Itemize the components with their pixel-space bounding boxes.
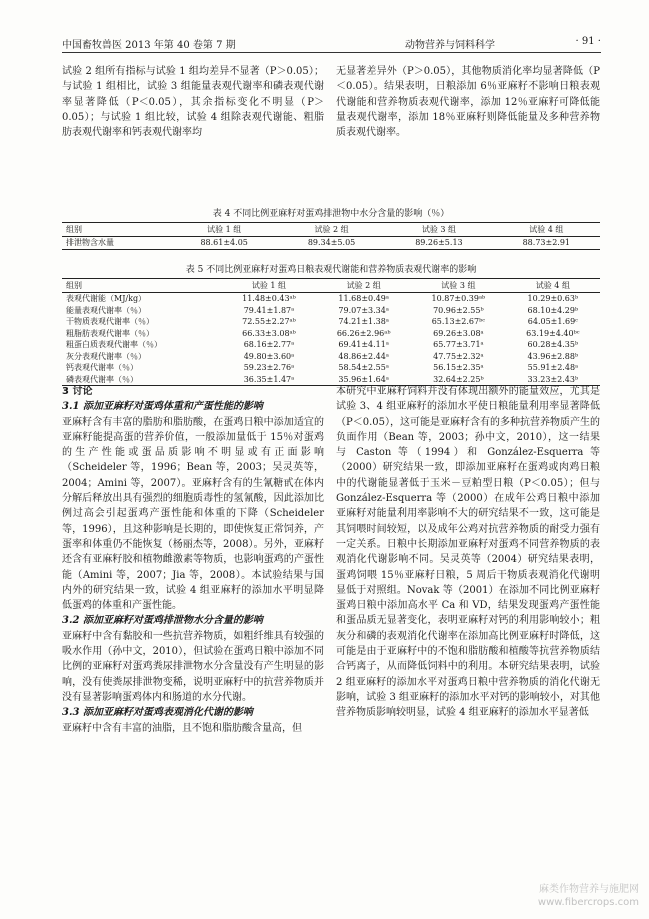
row-label: 干物质表观代谢率（％）: [66, 317, 154, 327]
cell-value: 68.10±4.29ᵇ: [527, 305, 579, 315]
column-header: 试验 4 组: [506, 279, 600, 293]
cell-value: 10.29±0.63ᵇ: [527, 294, 579, 304]
table5-caption: 表 5 不同比例亚麻籽对蛋鸡日粮表观代谢能和营养物质表观代谢率的影响: [185, 265, 477, 275]
cell-value: 65.13±2.67ᵇᶜ: [431, 317, 486, 327]
cell-value: 88.73±2.91: [493, 237, 600, 250]
watermark: [538, 883, 639, 909]
intro-left-text: 试验 2 组所有指标与试验 1 组均差异不显著（P＞0.05）；与试验 1 组相比，试验 3 组能量表观代谢率和磷表观代谢率显著降低（P＜0.05），其余指标变化不明显（P＞0.05）；与试验 1 组比较，试验 4 组除表观代谢能、粗脂肪表观代谢率和钙表观代谢率均: [62, 66, 324, 139]
row-label: 灰分表观代谢率（％）: [66, 351, 146, 361]
column-header: 试验 1 组: [170, 223, 277, 237]
column-header: 组别: [62, 279, 222, 293]
table4-caption: 表 4 不同比例亚麻籽对蛋鸡排泄物中水分含量的影响（％）: [212, 209, 450, 219]
row-label: 磷表观代谢率（％）: [62, 374, 222, 386]
cell-value: 10.87±0.39ᵃᵇ: [431, 294, 486, 304]
cell-value: 68.16±2.77ᵃ: [243, 340, 295, 350]
cell-value: 66.26±2.96ᵃᵇ: [336, 328, 391, 338]
table-row: [62, 316, 600, 328]
cell-value: 35.96±1.64ᵃ: [316, 374, 411, 386]
column-header: 试验 4 组: [493, 223, 600, 237]
cell-value: 36.35±1.47ᵃ: [222, 374, 317, 386]
column-header: 试验 2 组: [316, 279, 411, 293]
table-row: [62, 305, 600, 317]
journal-header: 中国畜牧兽医 2013 年第 40 卷第 7 期: [62, 40, 236, 51]
table5: [62, 278, 600, 386]
column-header: 组别: [62, 223, 170, 237]
cell-value: 43.96±2.88ᵇ: [527, 351, 579, 361]
table4-header-row: [62, 223, 600, 237]
cell-value: 69.26±3.08ᵃ: [433, 328, 484, 338]
cell-value: 74.21±1.38ᵃ: [338, 317, 389, 327]
cell-value: 47.75±2.32ᵃ: [433, 351, 484, 361]
subsection-heading: 3.3 添加亚麻籽对蛋鸡表观消化代谢的影响: [62, 707, 253, 719]
row-label: 钙表观代谢率（％）: [66, 363, 138, 373]
subsection-heading: 3.2 添加亚麻籽对蛋鸡排泄物水分含量的影响: [62, 615, 263, 627]
row-label: 表观代谢能（MJ/kg）: [66, 294, 147, 304]
cell-value: 56.15±2.35ᵃ: [433, 363, 484, 373]
row-label: 粗蛋白质表观代谢率（％）: [66, 340, 162, 350]
cell-value: 65.77±3.71ᵃ: [433, 340, 484, 350]
row-label: 能量表观代谢率（％）: [66, 305, 146, 315]
cell-value: 63.19±4.40ᵇᶜ: [526, 328, 580, 338]
paragraph: 亚麻籽中含有丰富的油脂，且不饱和脂肪酸含量高，但: [62, 722, 302, 734]
column-header: 试验 3 组: [385, 223, 492, 237]
cell-value: 66.33±3.08ᵃᵇ: [242, 328, 296, 338]
paragraph: 亚麻籽中含有黏胶和一些抗营养物质，如粗纤维具有较强的吸水作用（孙中文，2010），但试验在蛋鸡日粮中添加不同比例的亚麻籽对蛋鸡粪尿排泄物水分含量没有产生明显的影响，没有使粪尿排泄物变稀，说明亚麻籽中的抗营养物质并没有显著影响蛋鸡体内和肠道的水分代谢。: [62, 630, 324, 703]
cell-value: 79.41±1.87ᵃ: [243, 305, 295, 315]
watermark-line1: 麻类作物营养与施肥网: [539, 884, 639, 895]
table-row: [62, 237, 600, 250]
cell-value: 69.41±4.11ᵃ: [338, 340, 389, 350]
table-row: [62, 351, 600, 363]
cell-value: 11.48±0.43ᵃᵇ: [242, 294, 296, 304]
cell-value: 88.61±4.05: [170, 237, 277, 250]
cell-value: 55.91±2.48ᵃ: [527, 363, 579, 373]
intro-right-text: 无显著差异外（P＞0.05），其他物质消化率均显著降低（P＜0.05）。结果表明，日粮添加 6％亚麻籽不影响日粮表观代谢能和营养物质表观代谢率，添加 12％亚麻籽可降低能量表观代谢率，添加 18％亚麻籽则降低能量及多种营养物质表观代谢率。: [336, 66, 600, 139]
page-number: · 91 ·: [575, 36, 601, 47]
cell-value: 11.68±0.49ᵃ: [338, 294, 389, 304]
paragraph: 亚麻籽含有丰富的脂肪和脂肪酸，在蛋鸡日粮中添加适宜的亚麻籽能提高蛋的营养价值，一般添加量低于 15％对蛋鸡的生产性能或蛋品质影响不明显或有正面影响（Scheideler 等，1996；Bean 等，2003；吴灵英等，2004；Amini 等，2007）。亚麻籽含有的生氰糖甙在体内分解后释放出具有强烈的细胞质毒性的氢氰酸，因此添加比例过高会引起蛋鸡产蛋性能和体重的下降（Scheideler 等，1996），且这种影响是长期的，即使恢复正常饲养，产蛋率和体重仍不能恢复（杨丽杰等，2008）。另外，亚麻籽还含有亚麻籽胶和植物雌激素等物质，也影响蛋鸡的产蛋性能（Amini 等，2007；Jia 等，2008）。本试验结果与国内外的研究结果一致，试验 4 组亚麻籽的添加水平明显降低蛋鸡的体重和产蛋性能。: [62, 416, 324, 612]
table-row: [62, 293, 600, 305]
row-label: 排泄物含水量: [62, 237, 170, 250]
table4: [62, 222, 600, 250]
column-header: 试验 1 组: [222, 279, 317, 293]
cell-value: 32.64±2.25ᵇ: [411, 374, 506, 386]
cell-value: 89.26±5.13: [385, 237, 492, 250]
cell-value: 64.05±1.69ᶜ: [527, 317, 578, 327]
table-row: [62, 339, 600, 351]
header-rule: [62, 52, 601, 53]
table-row: [62, 362, 600, 374]
section-heading: 3 讨论: [62, 386, 93, 397]
cell-value: 70.96±2.55ᵇ: [433, 305, 484, 315]
cell-value: 79.07±3.34ᵃ: [338, 305, 389, 315]
column-header: 试验 2 组: [278, 223, 385, 237]
cell-value: 59.23±2.76ᵃ: [243, 363, 295, 373]
cell-value: 33.23±2.43ᵇ: [506, 374, 600, 386]
discussion-right-column: 本研究中亚麻籽饲料并没有体现出额外的能量效应，尤其是试验 3、4 组亚麻籽的添加水平使日粮能量利用率显著降低（P＜0.05），这可能是亚麻籽含有的多种抗营养物质产生的负面作用（Bean 等，2003；孙中文，2010），这一结果与 Caston 等（1994）和 González-Esquerra 等（2000）研究结果一致，即添加亚麻籽在蛋鸡或肉鸡日粮中的代谢能显著低于玉米－豆粕型日粮（P＜0.05）；但与 González-Esquerra 等（2000）在成年公鸡日粮中添加亚麻籽对能量利用率影响不大的研究结果不一致，这可能是其饲喂时间较短，以及成年公鸡对抗营养物质的耐受力强有一定关系。日粮中长期添加亚麻籽对蛋鸡不同营养物质的表观消化代谢影响不同。吴灵英等（2004）研究结果表明，蛋鸡饲喂 15％亚麻籽日粮，5 周后干物质表观消化代谢明显低于对照组。Novak 等（2001）在添加不同比例亚麻籽蛋鸡日粮中添加高水平 Ca 和 VD，结果发现蛋鸡产蛋性能和蛋品质无显著变化，表明亚麻籽对钙的利用影响较小；粗灰分和磷的表观消化代谢率在添加高比例亚麻籽时降低，这可能是由于亚麻籽中的不饱和脂肪酸和植酸等抗营养物质结合钙离子，从而降低饲料中的利用。本研究结果表明，试验 2 组亚麻籽的添加水平对蛋鸡日粮中营养物质的消化代谢无影响，试验 3 组亚麻籽的添加水平对钙的影响较小，对其他营养物质影响较明显，试验 4 组亚麻籽的添加水平显著低: [336, 386, 600, 719]
section-header: 动物营养与饲料科学: [405, 40, 495, 51]
cell-value: 49.80±3.60ᵃ: [243, 351, 295, 361]
cell-value: 72.55±2.27ᵃᵇ: [242, 317, 296, 327]
watermark-line2: www.fibercrops.com: [537, 897, 639, 908]
subsection-heading: 3.1 添加亚麻籽对蛋鸡体重和产蛋性能的影响: [62, 401, 263, 413]
table-row: [62, 328, 600, 340]
row-label: 粗脂肪表观代谢率（％）: [66, 328, 154, 338]
cell-value: 89.34±5.05: [278, 237, 385, 250]
column-header: 试验 3 组: [411, 279, 506, 293]
cell-value: 58.54±2.55ᵃ: [338, 363, 389, 373]
cell-value: 60.28±4.35ᵇ: [527, 340, 579, 350]
cell-value: 48.86±2.44ᵃ: [338, 351, 389, 361]
table5-header-row: [62, 279, 600, 293]
discussion-left-column: [62, 384, 324, 736]
